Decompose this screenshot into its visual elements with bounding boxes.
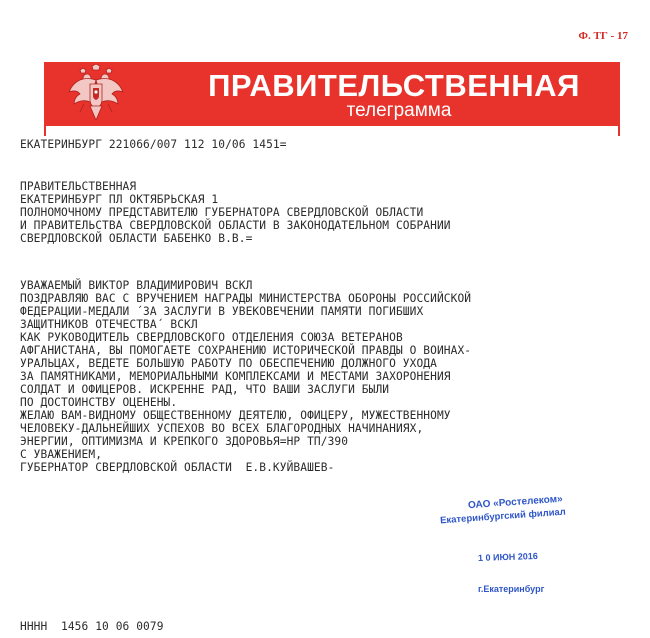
body-line: С УВАЖЕНИЕМ,: [20, 448, 103, 461]
service-line: ЕКАТЕРИНБУРГ 221066/007 112 10/06 1451=: [20, 138, 287, 151]
stamp-org: ОАО «Ростелеком»: [467, 493, 564, 512]
banner-title: ПРАВИТЕЛЬСТВЕННАЯ: [208, 68, 580, 103]
stamp-date: 1 0 ИЮН 2016: [477, 550, 538, 564]
body-line: ЗАЩИТНИКОВ ОТЕЧЕСТВА´ ВСКЛ: [20, 318, 198, 331]
address-line: ПРАВИТЕЛЬСТВЕННАЯ: [20, 180, 137, 193]
body-line: СОЛДАТ И ОФИЦЕРОВ. ИСКРЕННЕ РАД, ЧТО ВАШИ ЗАСЛУГИ БЫЛИ: [20, 383, 390, 396]
body-line: АФГАНИСТАНА, ВЫ ПОМОГАЕТЕ СОХРАНЕНИЮ ИСТОРИЧЕСКОЙ ПРАВДЫ О ВОИНАХ-: [20, 344, 472, 357]
body-line: КАК РУКОВОДИТЕЛЬ СВЕРДЛОВСКОГО ОТДЕЛЕНИЯ СОЮЗА ВЕТЕРАНОВ: [20, 331, 403, 344]
body-line: ГУБЕРНАТОР СВЕРДЛОВСКОЙ ОБЛАСТИ Е.В.КУЙВАШЕВ-: [20, 461, 335, 474]
body-line: ЭНЕРГИИ, ОПТИМИЗМА И КРЕПКОГО ЗДОРОВЬЯ=НР ТП/390: [20, 435, 349, 448]
body-line: ФЕДЕРАЦИИ-МЕДАЛИ ´ЗА ЗАСЛУГИ В УВЕКОВЕЧЕНИИ ПАМЯТИ ПОГИБШИХ: [20, 305, 424, 318]
address-line: ЕКАТЕРИНБУРГ ПЛ ОКТЯБРЬСКАЯ 1: [20, 193, 219, 206]
body-line: ЧЕЛОВЕКУ-ДАЛЬНЕЙШИХ УСПЕХОВ ВО ВСЕХ БЛАГОРОДНЫХ НАЧИНАНИЯХ,: [20, 422, 424, 435]
body-line: УВАЖАЕМЫЙ ВИКТОР ВЛАДИМИРОВИЧ ВСКЛ: [20, 279, 253, 292]
body-line: ЖЕЛАЮ ВАМ-ВИДНОМУ ОБЩЕСТВЕННОМУ ДЕЯТЕЛЮ, ОФИЦЕРУ, МУЖЕСТВЕННОМУ: [20, 409, 451, 422]
body-line: ПОЗДРАВЛЯЮ ВАС С ВРУЧЕНИЕМ НАГРАДЫ МИНИСТЕРСТВА ОБОРОНЫ РОССИЙСКОЙ: [20, 292, 472, 305]
stamp-branch: Екатеринбургский филиал: [439, 506, 567, 527]
form-code: Ф. ТГ - 17: [578, 30, 628, 42]
body-line: УРАЛЬЦАХ, ВЕДЕТЕ БОЛЬШУЮ РАБОТУ ПО ОБЕСПЕЧЕНИЮ ДОЛЖНОГО УХОДА: [20, 357, 437, 370]
address-line: СВЕРДЛОВСКОЙ ОБЛАСТИ БАБЕНКО В.В.=: [20, 232, 253, 245]
address-line: ПОЛНОМОЧНОМУ ПРЕДСТАВИТЕЛЮ ГУБЕРНАТОРА СВЕРДЛОВСКОЙ ОБЛАСТИ: [20, 206, 424, 219]
address-line: И ПРАВИТЕЛЬСТВА СВЕРДЛОВСКОЙ ОБЛАСТИ В ЗАКОНОДАТЕЛЬНОМ СОБРАНИИ: [20, 219, 451, 232]
banner-subtitle: телеграмма: [346, 100, 452, 121]
body-line: ЗА ПАМЯТНИКАМИ, МЕМОРИАЛЬНЫМИ КОМПЛЕКСАМИ И МЕСТАМИ ЗАХОРОНЕНИЯ: [20, 370, 451, 383]
footer-line: НННН 1456 10 06 0079: [20, 620, 164, 633]
body-line: ПО ДОСТОИНСТВУ ОЦЕНЕНЫ.: [20, 396, 178, 409]
stamp-city: г.Екатеринбург: [478, 584, 545, 594]
